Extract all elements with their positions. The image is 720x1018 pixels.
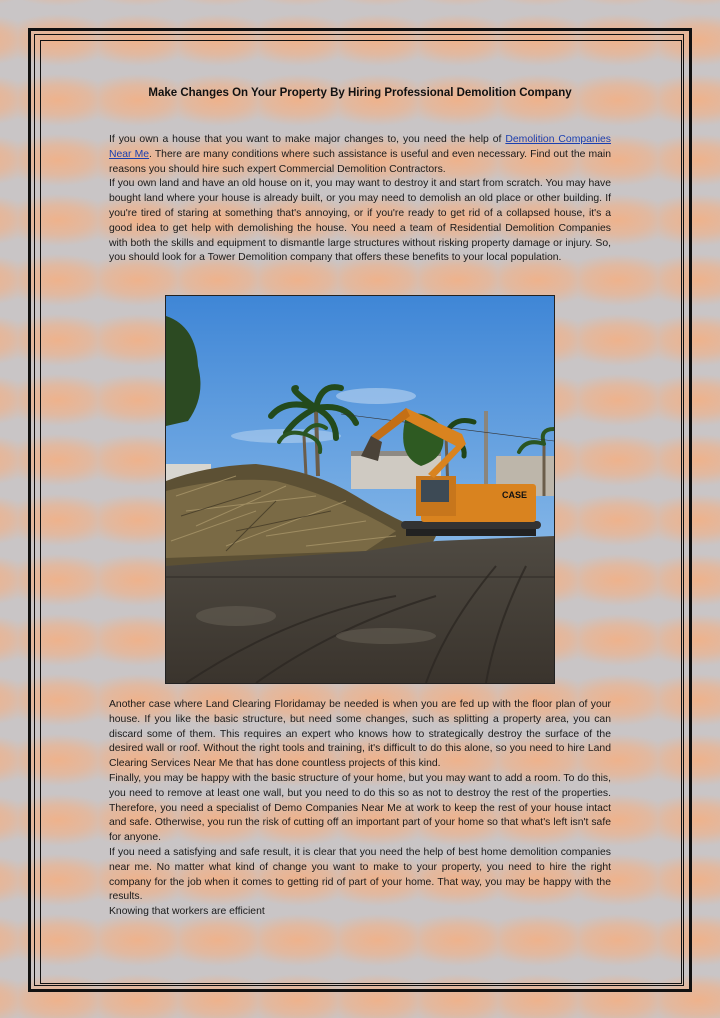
- paragraph-old-house: If you own land and have an old house on it, you may want to destroy it and start from scratch. You may have bought land where your house is already built, or you may need to demolish an old place or other building. If you're tired of staring at something that's annoying, or if you're ready to get rid of a collapsed house, it's a good idea to get help with demolishing the house. You need a team of Residential Demolition Companies with both the skills and equipment to dismantle large structures without risking property damage or injury. So, you should look for a Tower Demolition company that offers these benefits to your local population.: [109, 178, 611, 264]
- excavator-brand-label: CASE: [502, 490, 528, 500]
- paragraph-safe-result: If you need a satisfying and safe result, it is clear that you need the help of best home demolition companies near me. No matter what kind of change you want to make to your property, you need to hire the right company for the job when it comes to getting rid of part of your home. That way, you may be happy with the results.: [109, 846, 611, 903]
- paragraph-floor-plan: Another case where Land Clearing Floridamay be needed is when you are fed up with the floor plan of your house. If you like the basic structure, but need some changes, such as splitting a property area, you can discard some of them. This requires an expert who knows how to strategically destroy the surface of the desired wall or roof. Without the right tools and training, it's difficult to do this alone, so you need to hire Land Clearing Services Near Me that has done countless projects of this kind.: [109, 699, 611, 770]
- intro-section: [109, 133, 611, 266]
- paragraph-workers: Knowing that workers are efficient: [109, 906, 265, 918]
- details-section: [109, 698, 611, 920]
- paragraph-add-room: Finally, you may be happy with the basic structure of your home, but you may want to add a room. To do this, you need to remove at least one wall, but you need to do this so as not to destroy the rest of the properties. Therefore, you need a specialist of Demo Companies Near Me at work to keep the rest of your house intact and safe. Otherwise, you run the risk of cutting off an important part of your home so that what's left isn't safe for anyone.: [109, 772, 611, 844]
- demolition-companies-link[interactable]: Demolition Companies Near Me: [109, 134, 611, 160]
- paragraph-intro: [109, 133, 611, 177]
- intro-text-before-link: If you own a house that you want to make major changes to, you need the help of: [109, 134, 506, 145]
- intro-text-after-link: . There are many conditions where such assistance is useful and even necessary. Find out the main reasons you should hire such expert Commercial Demolition Contractors.: [109, 148, 612, 175]
- page-title: Make Changes On Your Property By Hiring Professional Demolition Company: [148, 87, 572, 99]
- demolition-site-photo: [165, 295, 555, 684]
